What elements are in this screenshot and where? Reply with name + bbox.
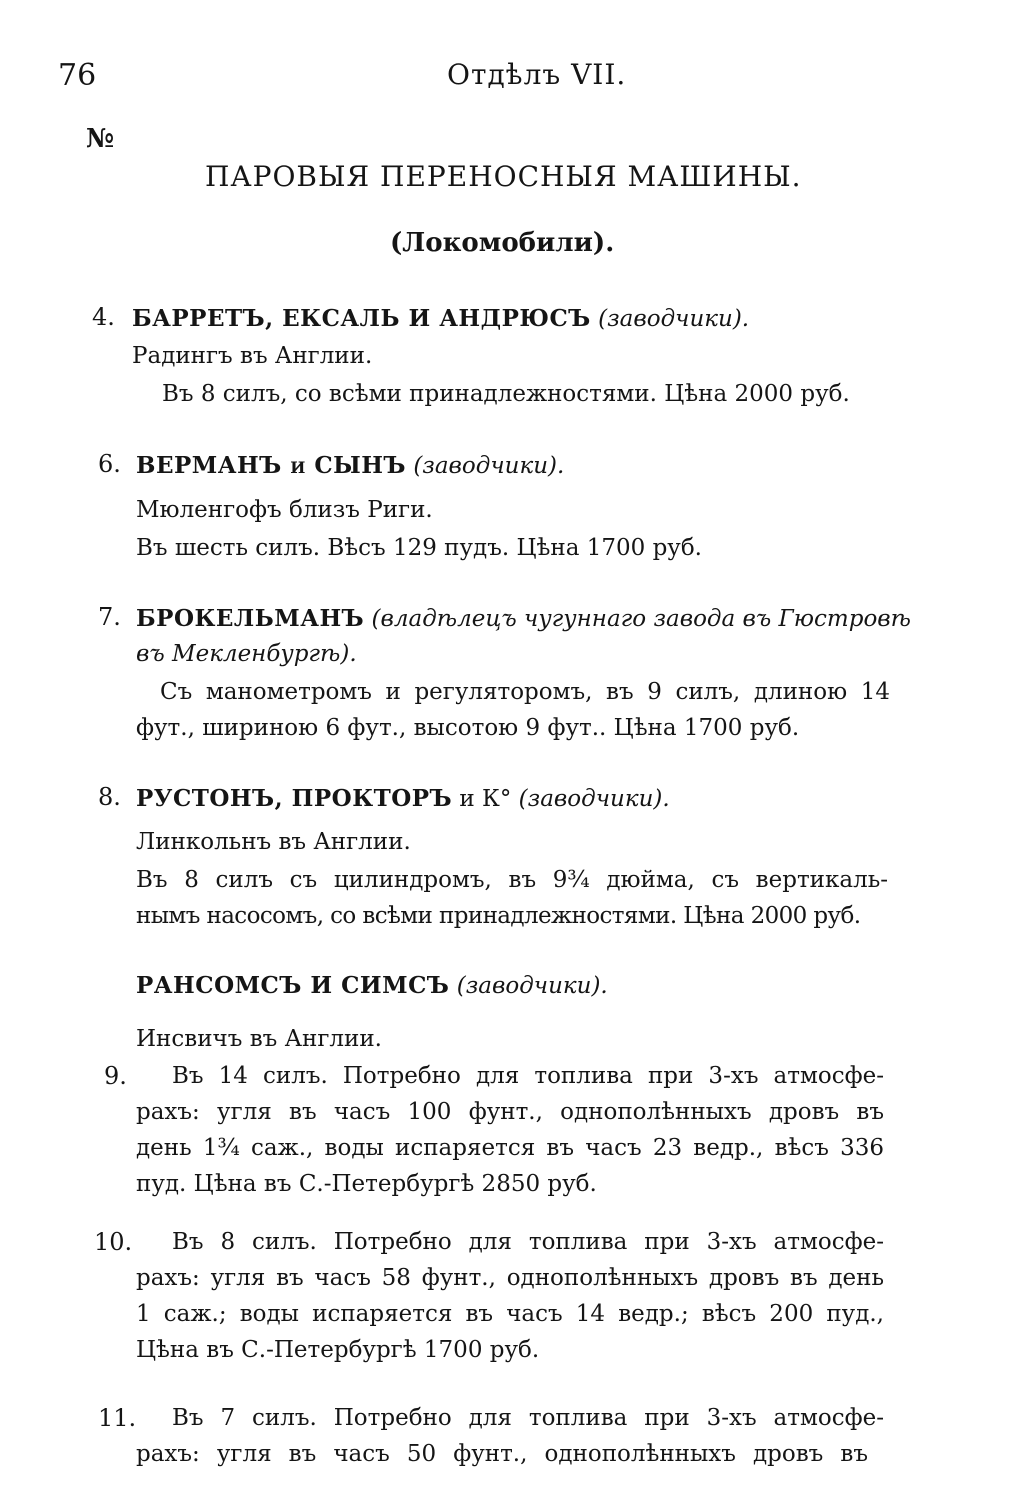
entry-line: Съ манометромъ и регуляторомъ, въ 9 силъ, длиною 14 (160, 679, 890, 705)
entry-line: Въ 8 силъ. Потребно для топлива при 3-хъ атмосфе- (172, 1229, 884, 1255)
entry-line: рахъ: угля въ часъ 58 фунт., однополѣнныхъ дровъ въ день (136, 1265, 884, 1291)
entry-heading (136, 785, 670, 812)
maker-role-continued: въ Мекленбургѣ). (136, 641, 357, 667)
entry-line: фут., шириною 6 фут., высотою 9 фут.. Цѣна 1700 руб. (136, 715, 800, 741)
entry-line: нымъ насосомъ, со всѣми принадлежностями. Цѣна 2000 руб. (136, 903, 861, 929)
entry-location: Радингъ въ Англии. (132, 343, 373, 369)
entry-line: Въ 7 силъ. Потребно для топлива при 3-хъ атмосфе- (172, 1405, 884, 1431)
entry-heading (132, 305, 749, 332)
maker-name: РУСТОНЪ, ПРОКТОРЪ (136, 785, 453, 812)
maker-role: (заводчики). (456, 973, 608, 999)
entry-line: Въ 8 силъ, со всѣми принадлежностями. Цѣна 2000 руб. (162, 381, 850, 407)
running-head: Отдѣлъ VII. (447, 58, 627, 91)
entry-line: Въ 8 силъ съ цилиндромъ, въ 9¾ дюйма, съ вертикаль- (136, 867, 888, 893)
entry-line: пуд. Цѣна въ С.-Петербургѣ 2850 руб. (136, 1171, 597, 1197)
entry-number: 9. (104, 1062, 127, 1090)
entry-location: Инсвичъ въ Англии. (136, 1026, 382, 1052)
entry-line: Въ шесть силъ. Вѣсъ 129 пудъ. Цѣна 1700 руб. (136, 535, 702, 561)
maker-role: (заводчики). (518, 786, 670, 812)
entry-number: 11. (98, 1404, 137, 1432)
maker-name: БРОКЕЛЬМАНЪ (136, 605, 365, 632)
section-subtitle: (Локомобили). (390, 228, 615, 258)
number-column-label: № (86, 124, 115, 154)
entry-location: Линкольнъ въ Англии. (136, 829, 411, 855)
page-number: 76 (58, 58, 97, 93)
entry-number: 6. (98, 450, 121, 478)
maker-role: (заводчики). (598, 306, 750, 332)
entry-number: 10. (94, 1228, 133, 1256)
section-title: ПАРОВЫЯ ПЕРЕНОСНЫЯ МАШИНЫ. (205, 160, 802, 193)
maker-role: (заводчики). (413, 453, 565, 479)
maker-name-tail: и К° (459, 786, 512, 812)
entry-number: 7. (98, 603, 121, 631)
entry-heading (136, 972, 608, 999)
entry-line: рахъ: угля въ часъ 50 фунт., однополѣнныхъ дровъ въ (136, 1441, 868, 1467)
entry-line: 1 саж.; воды испаряется въ часъ 14 ведр.; вѣсъ 200 пуд., (136, 1301, 884, 1327)
entry-location: Мюленгофъ близъ Риги. (136, 497, 433, 523)
entry-line: Въ 14 силъ. Потребно для топлива при 3-хъ атмосфе- (172, 1063, 884, 1089)
maker-role: (владѣлецъ чугуннаго завода въ Гюстровѣ (371, 606, 911, 632)
entry-number: 8. (98, 783, 121, 811)
entry-heading (136, 605, 911, 632)
maker-name: ВЕРМАНЪ и СЫНЪ (136, 452, 406, 479)
entry-line: рахъ: угля въ часъ 100 фунт., однополѣнныхъ дровъ въ (136, 1099, 884, 1125)
entry-line: день 1¾ саж., воды испаряется въ часъ 23 ведр., вѣсъ 336 (136, 1135, 884, 1161)
entry-line: Цѣна въ С.-Петербургѣ 1700 руб. (136, 1337, 540, 1363)
maker-name: РАНСОМСЪ И СИМСЪ (136, 972, 450, 999)
maker-name: БАРРЕТЪ, ЕКСАЛЬ И АНДРЮСЪ (132, 305, 591, 332)
entry-heading (136, 452, 564, 479)
entry-number: 4. (92, 303, 115, 331)
